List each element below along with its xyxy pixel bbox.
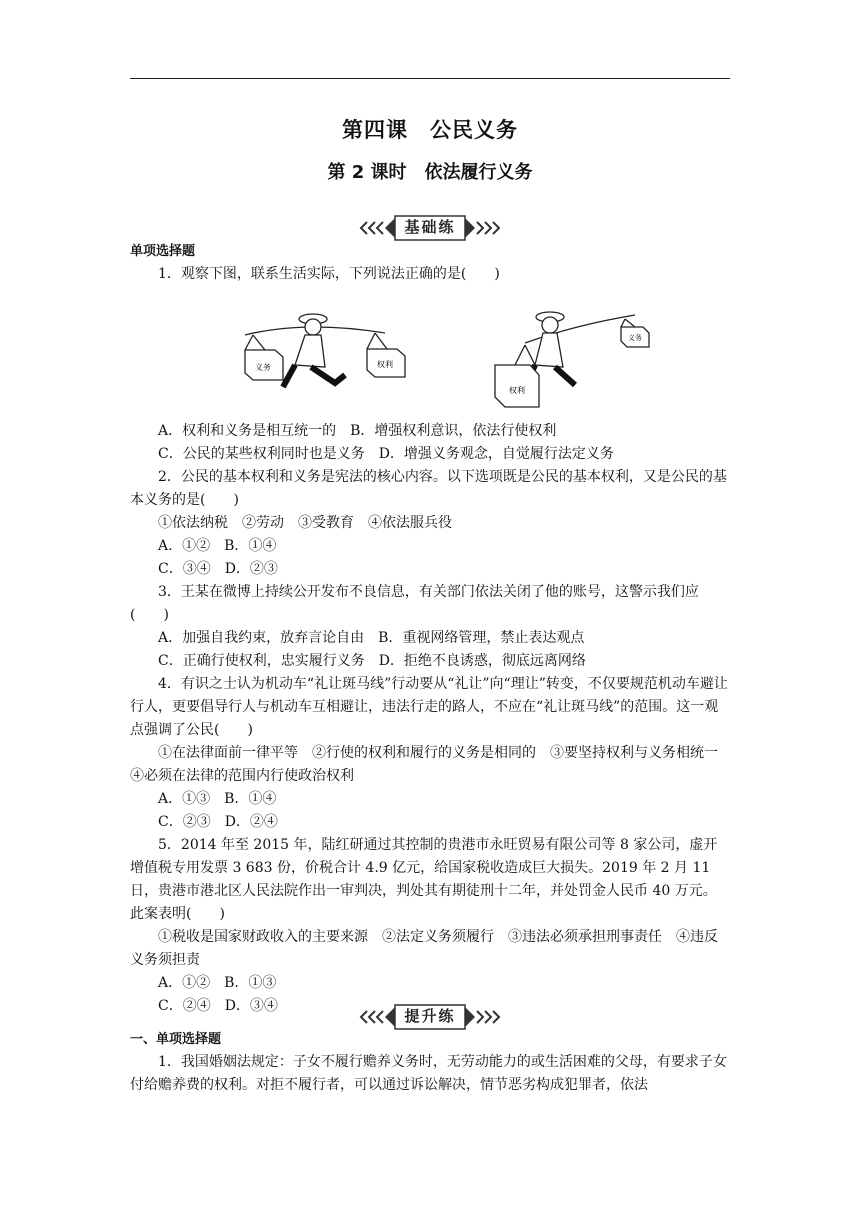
cartoon-illustration (225, 305, 665, 415)
q4-stem: 4．有识之士认为机动车“礼让斑马线”行动要从“礼让”向“理让”转变，不仅要规范机动车避让行人，更要倡导行人与机动车互相避让，违法行走的路人，不应在“礼让斑马线”的范围。这一观点强调了公民( ) (130, 676, 728, 738)
lesson-subtitle: 第 2 课时 依法履行义务 (327, 162, 533, 183)
q5-items: ①税收是国家财政收入的主要来源 ②法定义务须履行 ③违法必须承担刑事责任 ④违反义务须担责 (130, 929, 718, 968)
box-label: 权利 (509, 386, 525, 395)
lesson-title: 第四课 公民义务 (342, 118, 518, 142)
q5-stem: 5．2014 年至 2015 年，陆红研通过其控制的贵港市永旺贸易有限公司等 8 家公司，虚开增值税专用发票 3 683 份，价税合计 4.9 亿元，给国家税收造成巨大损失。2019 年 2 月 11 日，贵港市港北区人民法院作出一审判决，判处其有期徒刑十二年，并处罚金人民币 40 万元。此案表明( ) (130, 837, 718, 922)
q2-option-ab: A．①② B．①④ (158, 538, 277, 554)
q1-option-cd: C．公民的某些权利同时也是义务 D．增强义务观念，自觉履行法定义务 (158, 446, 614, 462)
q3-option-cd: C．正确行使权利，忠实履行义务 D．拒绝不良诱惑，彻底远离网络 (158, 653, 586, 669)
q2-items: ①依法纳税 ②劳动 ③受教育 ④依法服兵役 (158, 515, 452, 531)
q3-option-ab: A．加强自我约束，放弃言论自由 B．重视网络管理，禁止表达观点 (158, 630, 585, 646)
box-label: 权利 (377, 360, 393, 369)
basic-practice-label: 基础练 (404, 218, 456, 236)
header-rule (130, 78, 730, 79)
q2-stem: 2．公民的基本权利和义务是宪法的核心内容。以下选项既是公民的基本权利，又是公民的基本义务的是( ) (130, 469, 727, 508)
q5-option-ab: A．①② B．①③ (158, 975, 277, 991)
box-label: 义务 (628, 334, 642, 342)
q4-items: ①在法律面前一律平等 ②行使的权利和履行的义务是相同的 ③要坚持权利与义务相统一 ④必须在法律的范围内行使政治权利 (130, 745, 732, 784)
q1-option-ab: A．权利和义务是相互统一的 B．增强权利意识，依法行使权利 (158, 423, 557, 439)
q4-option-cd: C．②③ D．②④ (158, 814, 278, 830)
basic-practice-banner (355, 215, 505, 241)
section-advanced (130, 1028, 730, 1097)
section-heading: 单项选择题 (130, 244, 196, 259)
questions-basic (130, 420, 730, 1018)
section-basic (130, 240, 730, 286)
q1-stem: 1．观察下图，联系生活实际，下列说法正确的是( ) (158, 266, 500, 282)
q5-option-cd: C．②④ D．③④ (158, 998, 278, 1014)
adv-q1-stem: 1．我国婚姻法规定：子女不履行赡养义务时，无劳动能力的或生活困难的父母，有要求子女付给赡养费的权利。对拒不履行者，可以通过诉讼解决，情节恶劣构成犯罪者，依法 (130, 1054, 727, 1093)
advanced-practice-label: 提升练 (404, 1007, 456, 1025)
q3-stem: 3．王某在微博上持续公开发布不良信息，有关部门依法关闭了他的账号，这警示我们应( ) (130, 584, 699, 623)
advanced-practice-banner (355, 1004, 505, 1030)
box-label: 义务 (255, 363, 271, 372)
q4-option-ab: A．①③ B．①④ (158, 791, 277, 807)
section-heading: 一、单项选择题 (130, 1032, 222, 1047)
q2-option-cd: C．③④ D．②③ (158, 561, 278, 577)
